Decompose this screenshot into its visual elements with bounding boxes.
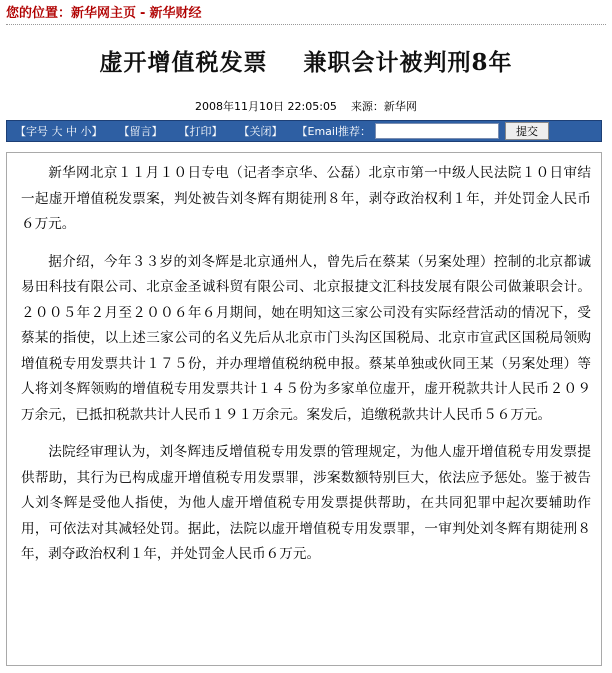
article-paragraph: 法院经审理认为，刘冬辉违反增值税专用发票的管理规定，为他人虚开增值税专用发票提供帮助，其行为已构成虚开增值税专用发票罪，涉案数额特别巨大，依法应予惩处。鉴于被告人刘冬辉是受他人指使，为他人虚开增值税专用发票提供帮助，在共同犯罪中起次要辅助作用，可依法对其减轻处罚。据此，法院以虚开增值税专用发票罪，一审判处刘冬辉有期徒刑８年，剥夺政治权利１年，并处罚金人民币６万元。 [21, 444, 591, 562]
breadcrumb-home-link[interactable]: 新华网主页 [71, 6, 137, 21]
page-title [0, 44, 612, 77]
article-toolbar [6, 120, 602, 142]
dateline [0, 98, 612, 114]
article-body [6, 152, 602, 666]
breadcrumb-section-link[interactable]: 新华财经 [149, 6, 202, 21]
breadcrumb [6, 4, 606, 25]
article-paragraph: 据介绍，今年３３岁的刘冬辉是北京通州人，曾先后在蔡某（另案处理）控制的北京都诚易田科技有限公司、北京金圣诚科贸有限公司、北京报捷文汇科技发展有限公司做兼职会计。２００５年２月至２００６年６月期间，她在明知这三家公司没有实际经营活动的情况下，受蔡某的指使，以上述三家公司的名义先后从北京市门头沟区国税局、北京市宣武区国税局领购增值税专用发票共计１７５份，并办理增值税纳税申报。蔡某单独或伙同王某（另案处理）等人将刘冬辉领购的增值税专用发票共计１４５份为多家单位虚开，虚开税款共计人民币２０９万余元，已抵扣税款共计人民币１９１万余元。案发后，追缴税款共计人民币５６万元。 [21, 253, 591, 423]
publish-datetime: 2008年11月10日 22:05:05 [195, 100, 337, 113]
breadcrumb-label: 您的位置： [6, 6, 72, 21]
email-input[interactable] [375, 123, 499, 139]
email-recommend-label: 【Email推荐： [296, 125, 372, 138]
title-part1: 虚开增值税发票 [99, 49, 268, 76]
comment-link[interactable]: 【留言】 [118, 125, 163, 138]
submit-button[interactable]: 提交 [505, 122, 549, 140]
close-link[interactable]: 【关闭】 [238, 125, 283, 138]
breadcrumb-separator: - [140, 6, 146, 21]
title-part2: 兼职会计被判刑8年 [303, 49, 513, 76]
article-paragraph: 新华网北京１１月１０日专电（记者李京华、公磊）北京市第一中级人民法院１０日审结一起虚开增值税发票案，判处被告刘冬辉有期徒刑８年，剥夺政治权利１年，并处罚金人民币６万元。 [21, 165, 591, 232]
article-source: 来源：新华网 [350, 100, 417, 113]
print-link[interactable]: 【打印】 [178, 125, 223, 138]
font-size-control[interactable]: 【字号 大 中 小】 [15, 125, 103, 138]
